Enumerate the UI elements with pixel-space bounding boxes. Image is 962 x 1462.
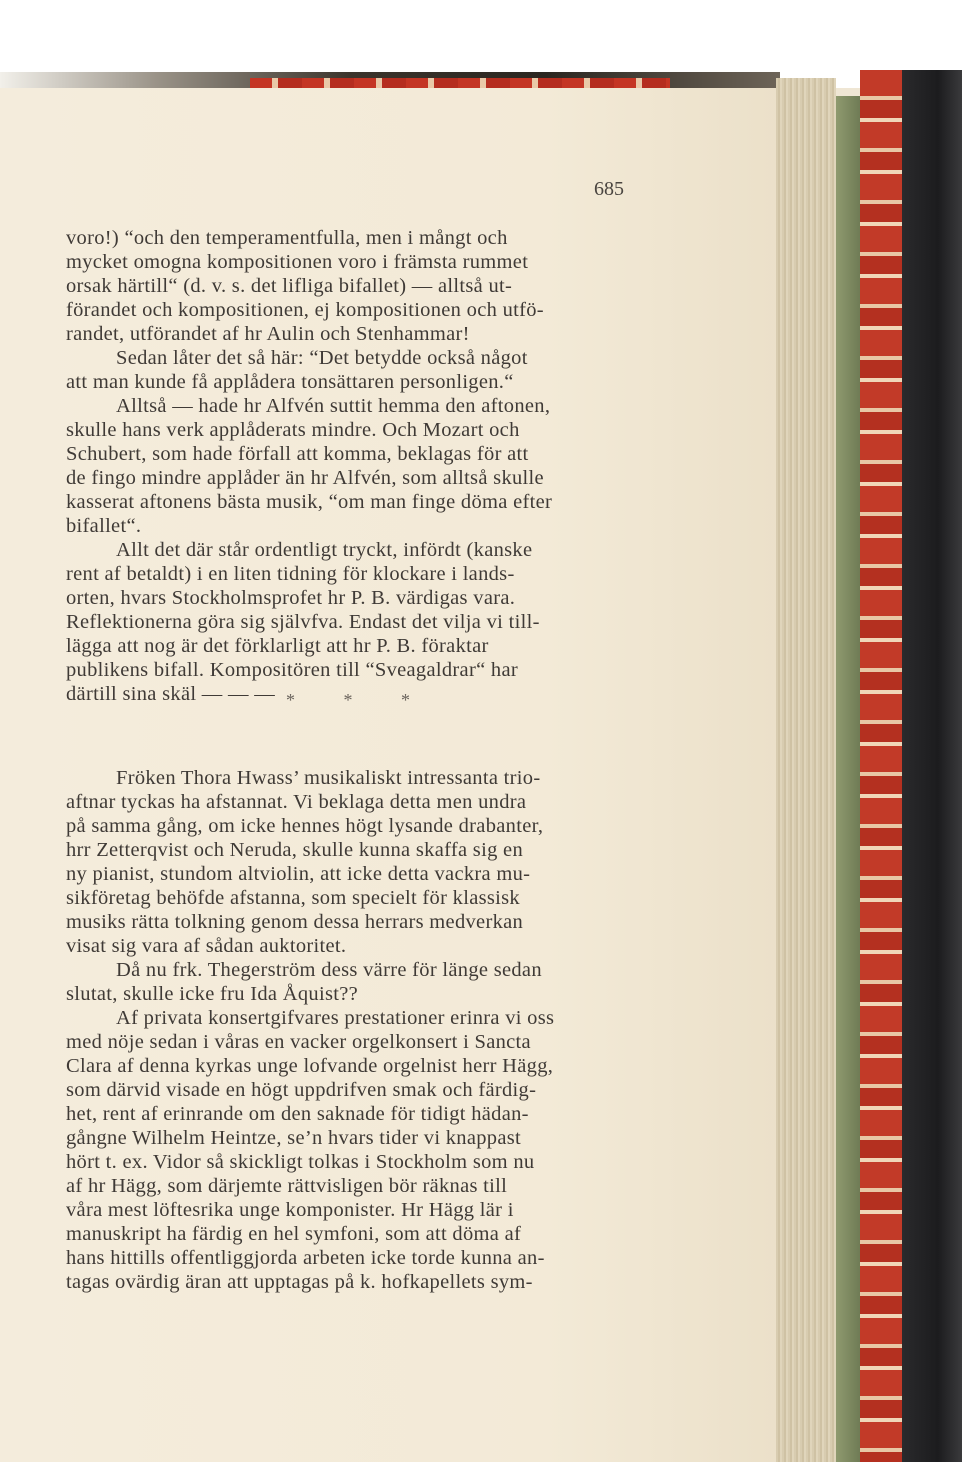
page-edge-shadow <box>836 96 860 1462</box>
text-line: rent af betaldt) i en liten tidning för klockare i lands- <box>66 563 515 585</box>
text-line: musiks rätta tolkning genom dessa herrars medverkan <box>66 911 524 933</box>
marbled-cover-edge <box>860 70 902 1462</box>
text-line: sikföretag behöfde afstanna, som specielt för klassisk <box>66 887 520 909</box>
text-line: Reflektionerna göra sig självfva. Endast det vilja vi till- <box>66 611 540 633</box>
text-line: hrr Zetterqvist och Neruda, skulle kunna skaffa sig en <box>66 839 524 861</box>
book-cover <box>902 70 962 1462</box>
text-line: randet, utförandet af hr Aulin och Stenhammar! <box>66 323 470 345</box>
text-line: Sedan låter det så här: “Det betydde också något <box>116 347 528 369</box>
text-line: Fröken Thora Hwass’ musikaliskt intressanta trio- <box>116 767 541 789</box>
page-stack-edge <box>776 78 836 1462</box>
text-line: att man kunde få applådera tonsättaren personligen.“ <box>66 371 514 393</box>
section-break: * * * <box>286 690 432 710</box>
text-line: aftnar tyckas ha afstannat. Vi beklaga detta men undra <box>66 791 527 813</box>
text-line: skulle hans verk applåderats mindre. Och Mozart och <box>66 419 520 441</box>
text-line: Clara af denna kyrkas unge lofvande orgelnist herr Hägg, <box>66 1055 554 1077</box>
text-line: därtill sina skäl — — — <box>66 683 276 705</box>
text-line: de fingo mindre applåder än hr Alfvén, som alltså skulle <box>66 467 544 489</box>
text-line: gångne Wilhelm Heintze, se’n hvars tider vi knappast <box>66 1127 522 1149</box>
text-line: våra mest löftesrika unge komponister. Hr Hägg lär i <box>66 1199 514 1221</box>
text-line: på samma gång, om icke hennes högt lysande drabanter, <box>66 815 544 837</box>
text-line: ny pianist, stundom altviolin, att icke detta vackra mu- <box>66 863 531 885</box>
text-line: het, rent af erinrande om den saknade för tidigt hädan- <box>66 1103 529 1125</box>
text-line: kasserat aftonens bästa musik, “om man finge döma efter <box>66 491 553 513</box>
text-line: Alltså — hade hr Alfvén suttit hemma den aftonen, <box>116 395 551 417</box>
text-line: bifallet“. <box>66 515 142 537</box>
text-line: orten, hvars Stockholmsprofet hr P. B. värdigas vara. <box>66 587 516 609</box>
text-line: lägga att nog är det förklarligt att hr P. B. föraktar <box>66 635 489 657</box>
text-line: förandet och kompositionen, ej kompositionen och utfö- <box>66 299 544 321</box>
text-line: tagas ovärdig äran att upptagas på k. hofkapellets sym- <box>66 1271 533 1293</box>
text-line: slutat, skulle icke fru Ida Åquist?? <box>66 983 359 1005</box>
text-line: visat sig vara af sådan auktoritet. <box>66 935 347 957</box>
text-line: manuskript ha färdig en hel symfoni, som att döma af <box>66 1223 522 1245</box>
text-line: voro!) “och den temperamentfulla, men i mångt och <box>66 227 508 249</box>
text-line: Af privata konsertgifvares prestationer erinra vi oss <box>116 1007 555 1029</box>
text-line: hört t. ex. Vidor så skickligt tolkas i Stockholm som nu <box>66 1151 535 1173</box>
text-line: som därvid visade en högt uppdrifven smak och färdig- <box>66 1079 537 1101</box>
text-line: publikens bifall. Kompositören till “Sveagaldrar“ har <box>66 659 518 681</box>
text-line: hans hittills offentliggjorda arbeten icke torde kunna an- <box>66 1247 545 1269</box>
text-line: Allt det där står ordentligt tryckt, infördt (kanske <box>116 539 533 561</box>
text-line: orsak härtill“ (d. v. s. det lifliga bifallet) — alltså ut- <box>66 275 513 297</box>
text-line: Schubert, som hade förfall att komma, beklagas för att <box>66 443 529 465</box>
text-line: mycket omogna kompositionen voro i främsta rummet <box>66 251 529 273</box>
text-line: Då nu frk. Thegerström dess värre för länge sedan <box>116 959 542 981</box>
page-number: 685 <box>594 178 624 200</box>
text-line: af hr Hägg, som därjemte rättvisligen bör räknas till <box>66 1175 508 1197</box>
text-line: med nöje sedan i våras en vacker orgelkonsert i Sancta <box>66 1031 531 1053</box>
